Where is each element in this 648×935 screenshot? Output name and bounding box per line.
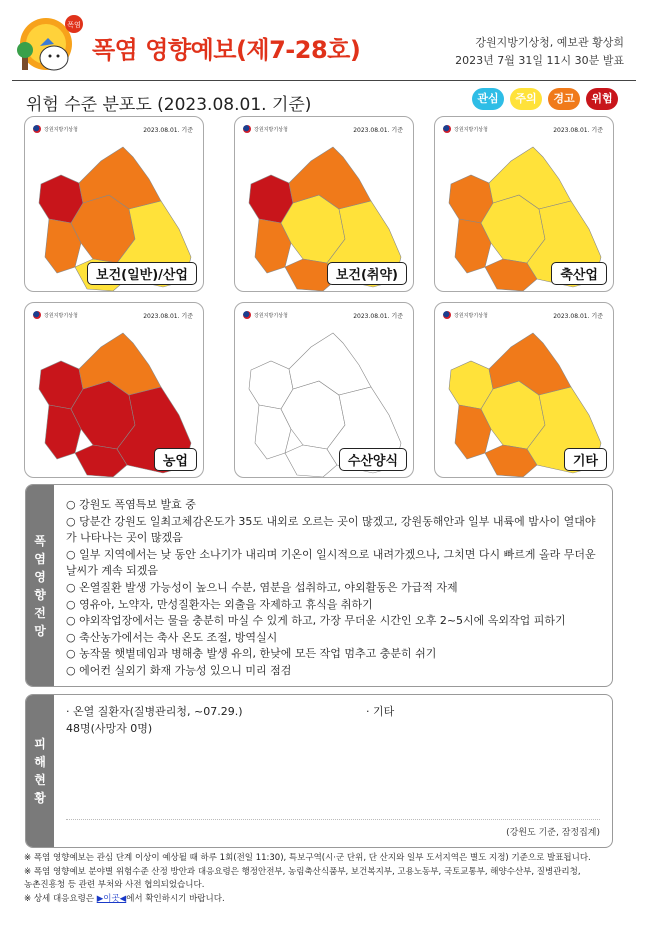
kma-logo: 강원지방기상청	[443, 311, 488, 319]
details-link[interactable]: ▶이곳◀	[96, 893, 127, 904]
forecast-item: ○ 강원도 폭염특보 발효 중	[66, 498, 196, 511]
forecast-item: ○ 온열질환 발생 가능성이 높으니 수분, 염분을 섭취하고, 야외활동은 가급적 자제	[66, 580, 458, 594]
forecast-item: ○ 영유아, 노약자, 만성질환자는 외출을 자제하고 휴식을 취하기	[66, 597, 373, 611]
risk-map-card	[24, 302, 204, 478]
forecast-box	[25, 484, 613, 687]
kma-emblem-icon	[443, 311, 451, 319]
kma-logo: 강원지방기상청	[33, 311, 78, 319]
map-sector-label: 보건(취약)	[327, 262, 407, 285]
forecast-list	[66, 497, 602, 680]
forecast-item: ○ 야외작업장에서는 물을 충분히 마실 수 있게 하고, 가장 무더운 시간인 오후 2~5시에 옥외작업 피하기	[66, 614, 566, 628]
footnotes	[24, 852, 624, 906]
map-date: 2023.08.01. 기준	[553, 313, 603, 320]
map-region	[489, 147, 571, 209]
map-date: 2023.08.01. 기준	[143, 127, 193, 134]
other-status-title: · 기타	[366, 705, 395, 718]
risk-legend	[472, 88, 618, 110]
map-sector-label: 축산업	[551, 262, 607, 285]
risk-map-card	[234, 302, 414, 478]
dotted-divider	[66, 819, 600, 820]
forecast-side-label: 폭염영향전망	[26, 485, 54, 686]
heatwave-mascot-icon	[14, 10, 84, 76]
kma-emblem-icon	[33, 125, 41, 133]
map-region	[289, 147, 371, 209]
kma-logo: 강원지방기상청	[243, 311, 288, 319]
map-date: 2023.08.01. 기준	[143, 313, 193, 320]
legend-warning: 경고	[548, 88, 580, 110]
map-region	[489, 333, 571, 395]
header	[0, 0, 648, 84]
heat-illness-status	[66, 703, 243, 737]
legend-danger: 위험	[586, 88, 618, 110]
damage-box	[25, 694, 613, 848]
note-4: ※ 상세 대응요령은 ▶이곳◀에서 확인하시기 바랍니다.	[24, 893, 225, 904]
forecast-item: ○ 당분간 강원도 일최고체감온도가 35도 내외로 오르는 곳이 많겠고, 강원동해안과 일부 내륙에 밤사이 열대야가 나타나는 곳이 많겠음	[66, 514, 596, 545]
issuer-info	[455, 34, 624, 70]
legend-watch: 관심	[472, 88, 504, 110]
map-region	[289, 333, 371, 395]
risk-map-card	[434, 116, 614, 292]
map-sector-label: 보건(일반)/산업	[87, 262, 197, 285]
page-title: 폭염 영향예보(제7-28호)	[92, 36, 361, 64]
damage-side-label: 피해현황	[26, 695, 54, 847]
kma-emblem-icon	[243, 311, 251, 319]
damage-source: (강원도 기준, 잠정집계)	[506, 828, 600, 838]
legend-caution: 주의	[510, 88, 542, 110]
issuer-name: 강원지방기상청, 예보관 황상희	[475, 36, 624, 49]
risk-map-card	[434, 302, 614, 478]
kma-logo: 강원지방기상청	[33, 125, 78, 133]
risk-map-card	[24, 116, 204, 292]
map-date: 2023.08.01. 기준	[353, 313, 403, 320]
map-sector-label: 수산양식	[339, 448, 407, 471]
note-2: ※ 폭염 영향예보 분야별 위험수준 산정 방안과 대응요령은 행정안전부, 농림축산식품부, 보건복지부, 고용노동부, 국토교통부, 해양수산부, 질병관리청,	[24, 866, 581, 877]
map-sector-label: 기타	[564, 448, 607, 471]
header-divider	[12, 80, 636, 81]
risk-map-card	[234, 116, 414, 292]
forecast-item: ○ 일부 지역에서는 낮 동안 소나기가 내리며 기온이 일시적으로 내려가겠으나, 그치면 다시 빠르게 올라 무더운 날씨가 계속 되겠음	[66, 547, 596, 578]
map-date: 2023.08.01. 기준	[353, 127, 403, 134]
section-title: 위험 수준 분포도 (2023.08.01. 기준)	[26, 95, 312, 115]
forecast-item: ○ 농작물 햇볕데임과 병해충 발생 유의, 한낮에 모든 작업 멈추고 충분히 쉬기	[66, 647, 437, 661]
kma-logo: 강원지방기상청	[443, 125, 488, 133]
kma-emblem-icon	[443, 125, 451, 133]
forecast-item: ○ 축산농가에서는 축사 온도 조절, 방역실시	[66, 630, 278, 644]
heat-illness-count: 48명(사망자 0명)	[66, 722, 153, 735]
map-region	[79, 333, 161, 395]
map-sector-label: 농업	[154, 448, 197, 471]
issued-time: 2023년 7월 31일 11시 30분 발표	[455, 54, 624, 67]
kma-logo: 강원지방기상청	[243, 125, 288, 133]
kma-emblem-icon	[33, 311, 41, 319]
heat-illness-title: · 온열 질환자(질병관리청, ~07.29.)	[66, 705, 243, 718]
note-3: 농촌진흥청 등 관련 부처와 사전 협의되었습니다.	[24, 880, 205, 890]
badge-text: 폭염	[67, 21, 81, 29]
note-1: ※ 폭염 영향예보는 관심 단계 이상이 예상될 때 하루 1회(전일 11:30), 특보구역(시·군 단위, 단 산지와 일부 도서지역은 별도 지정) 기준으로 발표됩니다.	[24, 853, 591, 863]
forecast-item: ○ 에어컨 실외기 화재 가능성 있으니 미리 점검	[66, 663, 292, 677]
map-date: 2023.08.01. 기준	[553, 127, 603, 134]
kma-emblem-icon	[243, 125, 251, 133]
map-region	[79, 147, 161, 209]
